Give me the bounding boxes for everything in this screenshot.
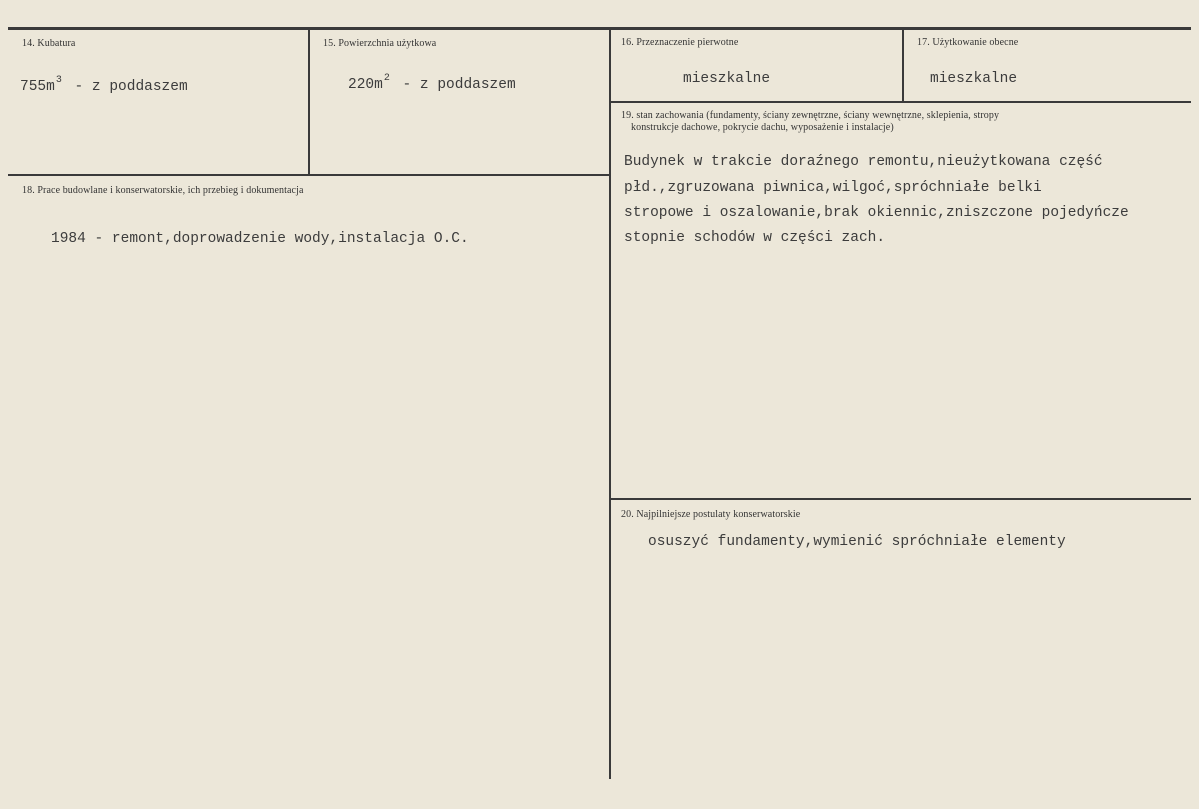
field-15-value-rest: - z poddaszem [393,77,516,93]
field-18-label: 18. Prace budowlane i konserwatorskie, ich przebieg i dokumentacja [22,185,304,196]
field-16-label: 16. Przeznaczenie pierwotne [621,37,739,48]
field-14-label: 14. Kubatura [22,38,76,49]
field-19-line-1: Budynek w trakcie doraźnego remontu,nieużytkowana część [624,154,1103,170]
field-19-label-line2: konstrukcje dachowe, pokrycie dachu, wyposażenie i instalacje) [631,122,894,133]
field-17-label: 17. Użytkowanie obecne [917,37,1019,48]
field-15-label: 15. Powierzchnia użytkowa [323,38,437,49]
horizontal-divider-19-20 [610,498,1191,500]
field-19-line-4: stopnie schodów w części zach. [624,230,886,246]
horizontal-divider-16-19 [610,101,1191,103]
field-15-value-sup: 2 [383,73,390,84]
field-19-label-line1: 19. stan zachowania (fundamenty, ściany zewnętrzne, ściany wewnętrzne, sklepienia, stropy [621,110,1000,121]
vertical-divider-main [609,29,611,779]
field-15-value [348,73,516,93]
field-17-value: mieszkalne [930,71,1018,87]
horizontal-divider-left [8,174,610,176]
field-16-value: mieszkalne [683,71,771,87]
vertical-divider-14-15 [308,29,310,175]
field-19-line-2: płd.,zgruzowana piwnica,wilgoć,spróchniałe belki [624,180,1042,196]
field-18-value: 1984 - remont,doprowadzenie wody,instalacja O.C. [51,231,469,247]
field-14-value-main: 755m [20,79,55,95]
field-14-value-rest: - z poddaszem [65,79,188,95]
field-20-value: osuszyć fundamenty,wymienić spróchniałe elementy [648,534,1066,550]
field-20-label: 20. Najpilniejsze postulaty konserwatorskie [621,509,801,520]
top-border [8,27,1191,30]
field-15-value-main: 220m [348,77,383,93]
vertical-divider-16-17 [902,29,904,101]
field-14-value-sup: 3 [55,75,62,86]
field-14-value [20,75,188,95]
field-19-line-3: stropowe i oszalowanie,brak okiennic,zniszczone pojedyńcze [624,205,1129,221]
